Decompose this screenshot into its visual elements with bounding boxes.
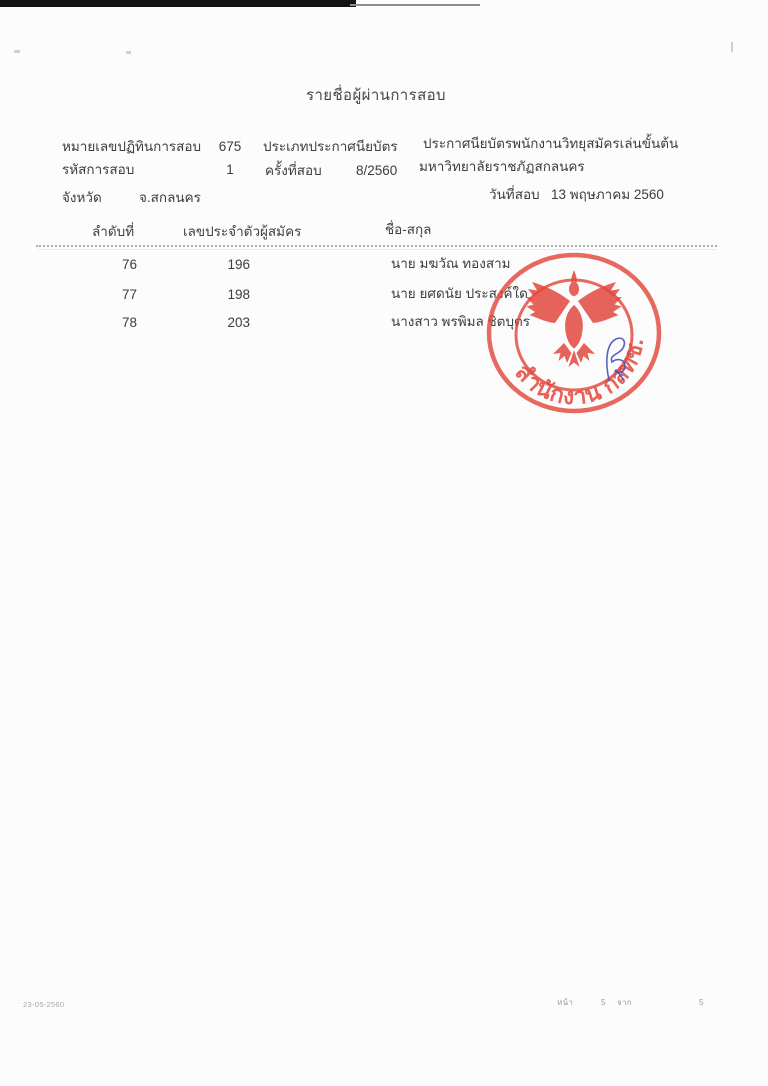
stamp-text-curved: สำนักงาน กสทช.: [510, 336, 649, 410]
exam-round-value: 8/2560: [356, 163, 398, 178]
calendar-number-label: หมายเลขปฏิทินการสอบ: [62, 139, 202, 154]
row-no: 77: [121, 287, 137, 302]
certificate-type-value: ประกาศนียบัตรพนักงานวิทยุสมัครเล่นขั้นต้น: [423, 136, 679, 151]
row-applicant-id: 196: [227, 257, 250, 272]
column-header-applicant-id: เลขประจำตัวผู้สมัคร: [183, 224, 302, 239]
province-label: จังหวัด: [62, 190, 102, 205]
footer-page-label: หน้า: [557, 998, 574, 1007]
exam-date-label: วันที่สอบ: [489, 187, 540, 202]
header-separator-line: [36, 245, 717, 247]
row-name: นางสาว พรพิมล ชิตบุตร: [391, 314, 531, 329]
page-title: รายชื่อผู้ผ่านการสอบ: [306, 87, 446, 104]
scan-speck: [731, 42, 733, 52]
row-applicant-id: 203: [227, 315, 250, 330]
footer-of-label: จาก: [617, 998, 632, 1007]
certificate-type-label: ประเภทประกาศนียบัตร: [263, 139, 398, 154]
calendar-number-value: 675: [218, 139, 242, 154]
footer-page-number: 5: [601, 998, 606, 1007]
exam-code-value: 1: [226, 162, 234, 177]
footer-print-date: 23-05-2560: [23, 1000, 65, 1009]
scan-edge-artifact: [0, 0, 356, 7]
footer-total-pages: 5: [699, 998, 704, 1007]
scan-speck: [14, 50, 20, 53]
row-name: นาย มฆวัณ ทองสาม: [391, 256, 511, 271]
row-no: 76: [121, 257, 137, 272]
row-no: 78: [121, 315, 137, 330]
column-header-no: ลำดับที่: [92, 224, 135, 239]
province-value: จ.สกลนคร: [139, 190, 201, 205]
exam-round-label: ครั้งที่สอบ: [265, 163, 322, 178]
exam-date-value: 13 พฤษภาคม 2560: [551, 187, 664, 202]
official-stamp: [485, 249, 720, 417]
row-applicant-id: 198: [227, 287, 250, 302]
scan-speck: [126, 51, 131, 54]
exam-code-label: รหัสการสอบ: [62, 162, 135, 177]
organization-name: มหาวิทยาลัยราชภัฏสกลนคร: [419, 159, 585, 174]
column-header-name: ชื่อ-สกุล: [385, 222, 432, 237]
scan-edge-artifact-line: [350, 4, 480, 6]
row-name: นาย ยศดนัย ประสงค์ใด: [391, 286, 528, 301]
